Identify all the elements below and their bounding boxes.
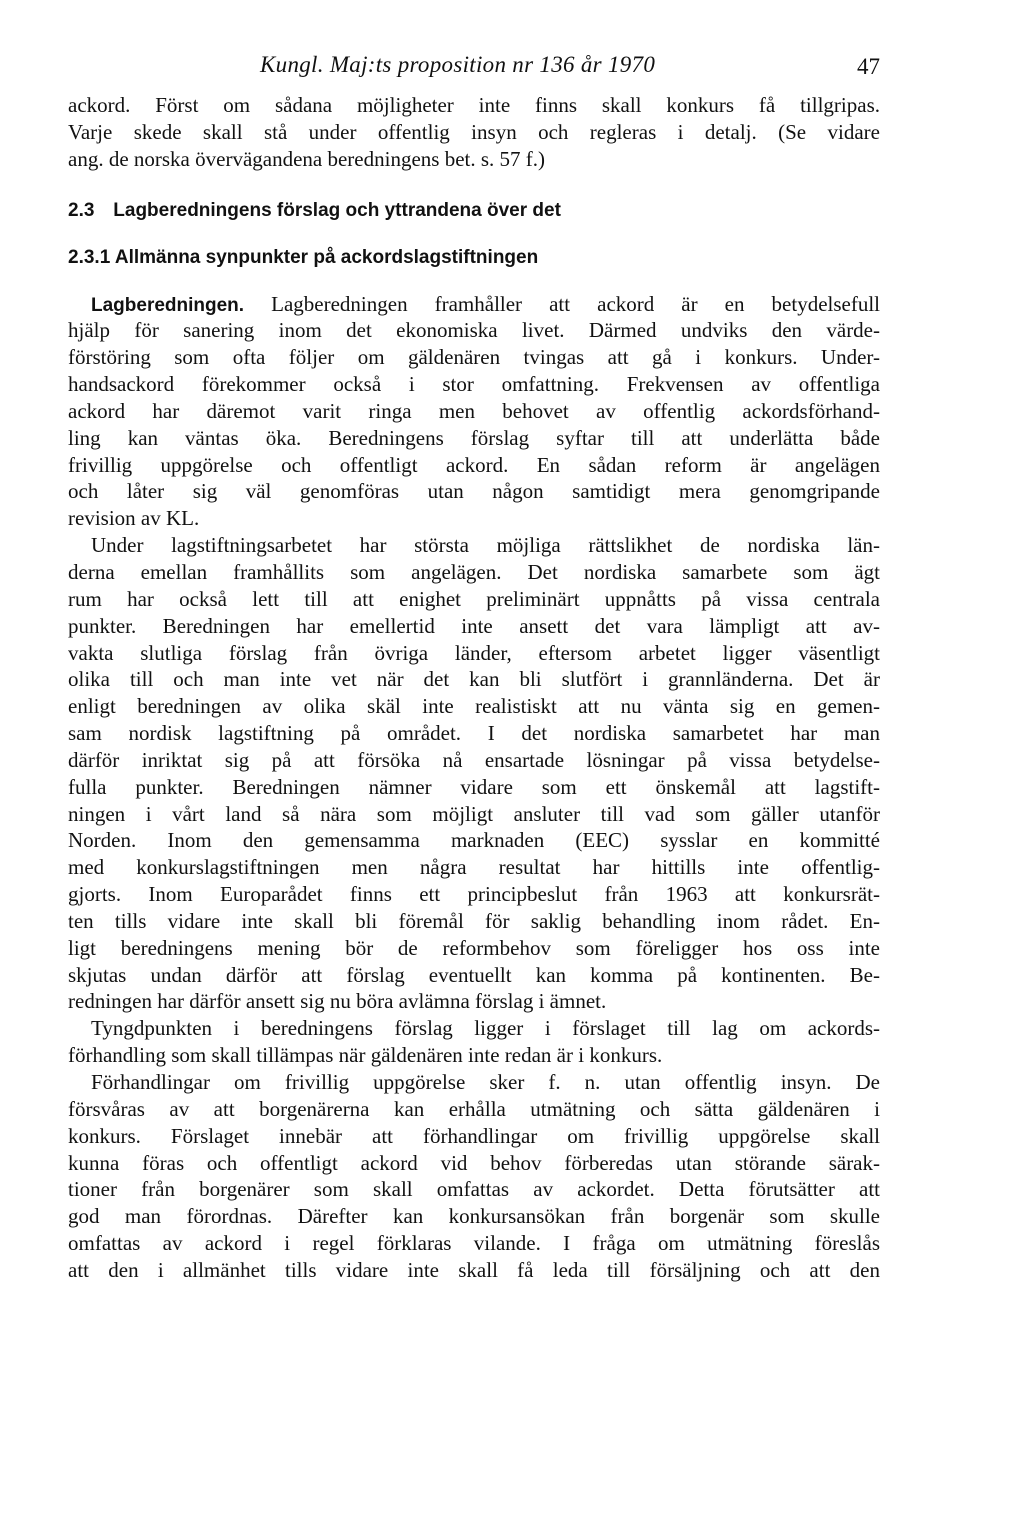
text-line: kunna föras och offentligt ackord vid behov förberedas utan störande särak- bbox=[68, 1150, 880, 1175]
text-line: försvåras av att borgenärerna kan erhålla utmätning och sätta gäldenären i bbox=[68, 1096, 880, 1121]
section-heading bbox=[68, 197, 880, 225]
text-line: revision av KL. bbox=[68, 506, 200, 531]
text-line: förhandling som skall tillämpas när gäldenären inte redan är i konkurs. bbox=[68, 1043, 663, 1068]
paragraph-lagberedningen bbox=[68, 291, 880, 533]
page-header bbox=[68, 52, 880, 88]
text-line: att den i allmänhet tills vidare inte skall få leda till försäljning och att den bbox=[68, 1257, 880, 1282]
section-number: 2.3 bbox=[68, 199, 95, 221]
text-line: förstöring som ofta följer om gäldenären tvingas att gå i konkurs. Under- bbox=[68, 345, 880, 370]
paragraph-tyngdpunkten bbox=[68, 1015, 880, 1069]
text-line: Varje skede skall stå under offentlig insyn och regleras i detalj. (Se vidare bbox=[68, 119, 880, 144]
text-line: sam nordisk lagstiftning på området. I det nordiska samarbetet har man bbox=[68, 721, 880, 746]
text-line: ang. de norska övervägandena beredningens bet. s. 57 f.) bbox=[68, 146, 546, 171]
text-line: redningen har därför ansett sig nu böra avlämna förslag i ämnet. bbox=[68, 989, 607, 1014]
text-line: ligt beredningens mening bör de reformbehov som föreligger hos oss inte bbox=[68, 935, 880, 960]
document-body bbox=[68, 92, 880, 1284]
text-line: gjorts. Inom Europarådet finns ett principbeslut från 1963 att konkursrät- bbox=[68, 882, 880, 907]
text-line: och låter sig väl genomföras utan någon samtidigt mera genomgripande bbox=[68, 479, 880, 504]
text-line: handsackord förekommer också i stor omfattning. Frekvensen av offentliga bbox=[68, 372, 880, 397]
text-line: enligt beredningen av olika skäl inte realistiskt att nu vänta sig en gemen- bbox=[68, 694, 880, 719]
text-line: frivillig uppgörelse och offentligt ackord. En sådan reform är angelägen bbox=[68, 452, 880, 477]
text-line: Norden. Inom den gemensamma marknaden (EEC) sysslar en kommitté bbox=[68, 828, 880, 853]
paragraph-lagstiftningsarbetet bbox=[68, 532, 880, 1015]
text-line: Tyngdpunkten i beredningens förslag ligger i förslaget till lag om ackords- bbox=[91, 1016, 880, 1041]
text-line: tioner från borgenärer som skall omfattas av ackordet. Detta förutsätter att bbox=[68, 1177, 880, 1202]
text-line: omfattas av ackord i regel förklaras vilande. I fråga om utmätning föreslås bbox=[68, 1231, 880, 1256]
text-line: ackord har däremot varit ringa men behovet av offentlig ackordsförhand- bbox=[68, 398, 880, 423]
text-line: ningen i vårt land så nära som möjligt ansluter till vad som gäller utanför bbox=[68, 801, 880, 826]
text-line: Förhandlingar om frivillig uppgörelse sker f. n. utan offentlig insyn. De bbox=[91, 1070, 880, 1094]
text-line: punkter. Beredningen har emellertid inte ansett det vara lämpligt att av- bbox=[68, 613, 880, 638]
text-line: skjutas undan därför att förslag eventuellt kan komma på kontinenten. Be- bbox=[68, 962, 880, 987]
text-line: ten tills vidare inte skall bli föremål för saklig behandling inom rådet. En- bbox=[68, 908, 880, 933]
text-line: därför inriktat sig på att försöka nå ensartade lösningar på vissa betydelse- bbox=[68, 747, 880, 772]
paragraph-lead: Lagberedningen. bbox=[91, 294, 245, 316]
subsection-title: Allmänna synpunkter på ackordslagstiftningen bbox=[114, 246, 539, 268]
text-line: olika till och man inte vet när det kan bli slutfört i grannländerna. Det är bbox=[68, 667, 880, 692]
text-line: Under lagstiftningsarbetet har största möjliga rättslikhet de nordiska län- bbox=[91, 533, 880, 558]
text-line: ackord. Först om sådana möjligheter inte finns skall konkurs få tillgripas. bbox=[68, 93, 880, 117]
text-line: derna emellan framhållits som angelägen. Det nordiska samarbete som ägt bbox=[68, 559, 880, 584]
page-number: 47 bbox=[857, 54, 880, 79]
paragraph-forhandlingar bbox=[68, 1069, 880, 1284]
text-line: hjälp för sanering inom det ekonomiska livet. Därmed undviks den värde- bbox=[68, 318, 880, 343]
text-line: med konkurslagstiftningen men några resultat har hittills inte offentlig- bbox=[68, 855, 880, 880]
subsection-number: 2.3.1 bbox=[68, 246, 111, 268]
text-line: fulla punkter. Beredningen nämner vidare som ett önskemål att lagstift- bbox=[68, 774, 880, 799]
running-title: Kungl. Maj:ts proposition nr 136 år 1970 bbox=[260, 52, 656, 77]
section-title: Lagberedningens förslag och yttrandena över det bbox=[113, 199, 561, 221]
paragraph-continuation bbox=[68, 92, 880, 173]
text-line: konkurs. Förslaget innebär att förhandlingar om frivillig uppgörelse skall bbox=[68, 1123, 880, 1148]
text-line: vakta slutliga förslag från övriga länder, eftersom arbetet ligger väsentligt bbox=[68, 640, 880, 665]
text-line: rum har också lett till att enighet preliminärt uppnåtts på vissa centrala bbox=[68, 586, 880, 611]
subsection-heading bbox=[68, 244, 880, 272]
text-line bbox=[68, 291, 880, 318]
text-span: Lagberedningen framhåller att ackord är en betydelsefull bbox=[271, 291, 881, 316]
text-line: ling kan väntas öka. Beredningens förslag syftar till att underlätta både bbox=[68, 425, 880, 450]
text-line: god man förordnas. Därefter kan konkursansökan från borgenär som skulle bbox=[68, 1204, 880, 1229]
